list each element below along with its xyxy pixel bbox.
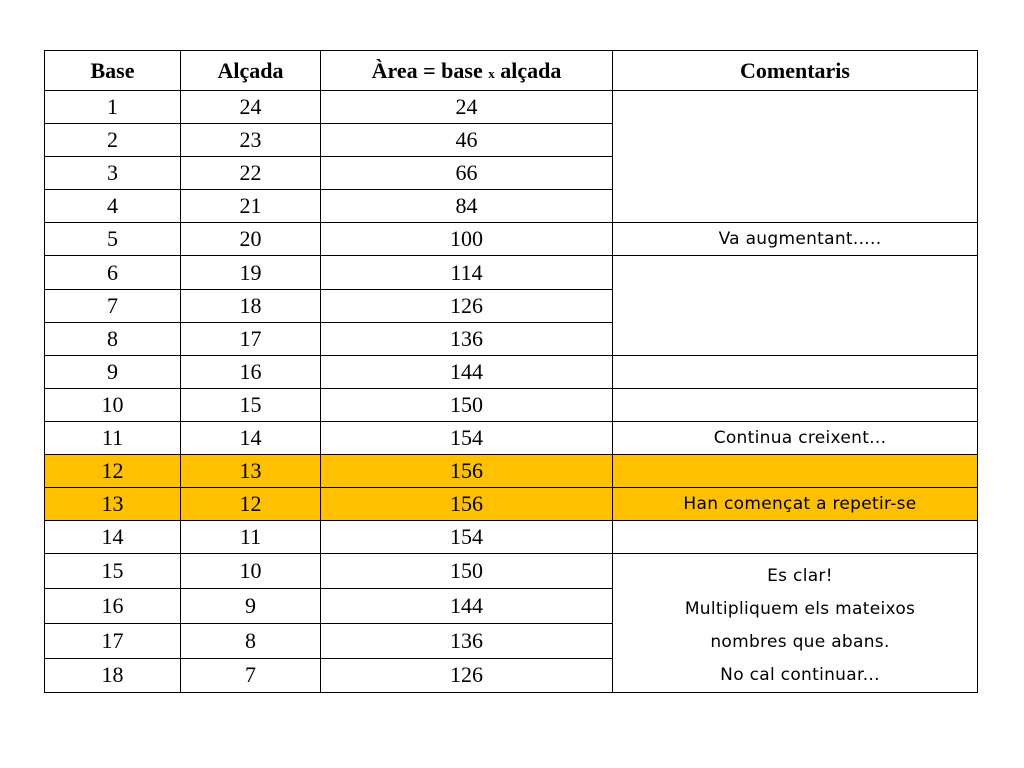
cell-base: 8 [45, 322, 181, 355]
comment-line: Multipliquem els mateixos [684, 599, 916, 620]
table-row [45, 91, 978, 124]
cell-area: 156 [321, 488, 613, 521]
cell-area: 136 [321, 322, 613, 355]
cell-alcada: 23 [181, 124, 321, 157]
cell-area: 126 [321, 289, 613, 322]
cell-area: 154 [321, 421, 613, 454]
cell-area: 144 [321, 589, 613, 624]
cell-area: 46 [321, 124, 613, 157]
cell-area: 136 [321, 623, 613, 658]
comment-line: No cal continuar... [720, 665, 880, 686]
cell-alcada: 12 [181, 488, 321, 521]
cell-alcada: 7 [181, 658, 321, 693]
cell-base: 18 [45, 658, 181, 693]
cell-base: 9 [45, 355, 181, 388]
cell-alcada: 9 [181, 589, 321, 624]
cell-base: 15 [45, 554, 181, 589]
cell-base: 13 [45, 488, 181, 521]
table-row [45, 521, 978, 554]
comment-es-clar [613, 554, 978, 693]
cell-alcada: 14 [181, 421, 321, 454]
header-area [321, 51, 613, 91]
cell-alcada: 20 [181, 223, 321, 256]
cell-alcada: 13 [181, 455, 321, 488]
cell-alcada: 8 [181, 623, 321, 658]
comment-cell-empty [613, 355, 978, 388]
header-row [45, 51, 978, 91]
header-area-prefix: Àrea = base [371, 57, 483, 83]
comment-va-augmentant: Va augmentant..... [613, 223, 978, 256]
comment-line: nombres que abans. [710, 632, 890, 653]
cell-area: 150 [321, 388, 613, 421]
cell-base: 11 [45, 421, 181, 454]
comment-line: Es clar! [767, 566, 833, 587]
cell-alcada: 18 [181, 289, 321, 322]
cell-alcada: 11 [181, 521, 321, 554]
table-row [45, 223, 978, 256]
cell-area: 144 [321, 355, 613, 388]
cell-base: 16 [45, 589, 181, 624]
comment-han-comencat: Han començat a repetir-se [613, 488, 978, 521]
cell-base: 7 [45, 289, 181, 322]
cell-base: 1 [45, 91, 181, 124]
comment-cell-empty [613, 91, 978, 223]
cell-alcada: 19 [181, 256, 321, 289]
cell-base: 4 [45, 190, 181, 223]
cell-alcada: 15 [181, 388, 321, 421]
cell-alcada: 24 [181, 91, 321, 124]
cell-area: 126 [321, 658, 613, 693]
cell-base: 17 [45, 623, 181, 658]
comment-cell-empty [613, 521, 978, 554]
cell-area: 114 [321, 256, 613, 289]
header-base: Base [45, 51, 181, 91]
cell-alcada: 21 [181, 190, 321, 223]
header-area-x: x [488, 65, 495, 81]
cell-base: 10 [45, 388, 181, 421]
cell-alcada: 16 [181, 355, 321, 388]
cell-alcada: 17 [181, 322, 321, 355]
header-area-suffix: alçada [500, 57, 562, 83]
cell-base: 3 [45, 157, 181, 190]
table-row [45, 355, 978, 388]
cell-area: 66 [321, 157, 613, 190]
cell-area: 154 [321, 521, 613, 554]
area-table [44, 50, 978, 693]
header-alcada: Alçada [181, 51, 321, 91]
table-row [45, 421, 978, 454]
cell-area: 24 [321, 91, 613, 124]
cell-base: 6 [45, 256, 181, 289]
cell-alcada: 10 [181, 554, 321, 589]
cell-area: 156 [321, 455, 613, 488]
table-row-highlighted [45, 455, 978, 488]
table-row [45, 554, 978, 589]
cell-base: 5 [45, 223, 181, 256]
cell-base: 14 [45, 521, 181, 554]
comment-continua-creixent: Continua creixent... [613, 421, 978, 454]
cell-area: 100 [321, 223, 613, 256]
cell-base: 12 [45, 455, 181, 488]
comment-cell-empty [613, 388, 978, 421]
header-comentaris: Comentaris [613, 51, 978, 91]
cell-area: 150 [321, 554, 613, 589]
cell-base: 2 [45, 124, 181, 157]
table-row-highlighted [45, 488, 978, 521]
cell-alcada: 22 [181, 157, 321, 190]
table-row [45, 256, 978, 289]
cell-area: 84 [321, 190, 613, 223]
table-row [45, 388, 978, 421]
comment-cell-empty [613, 455, 978, 488]
comment-cell-empty [613, 256, 978, 355]
